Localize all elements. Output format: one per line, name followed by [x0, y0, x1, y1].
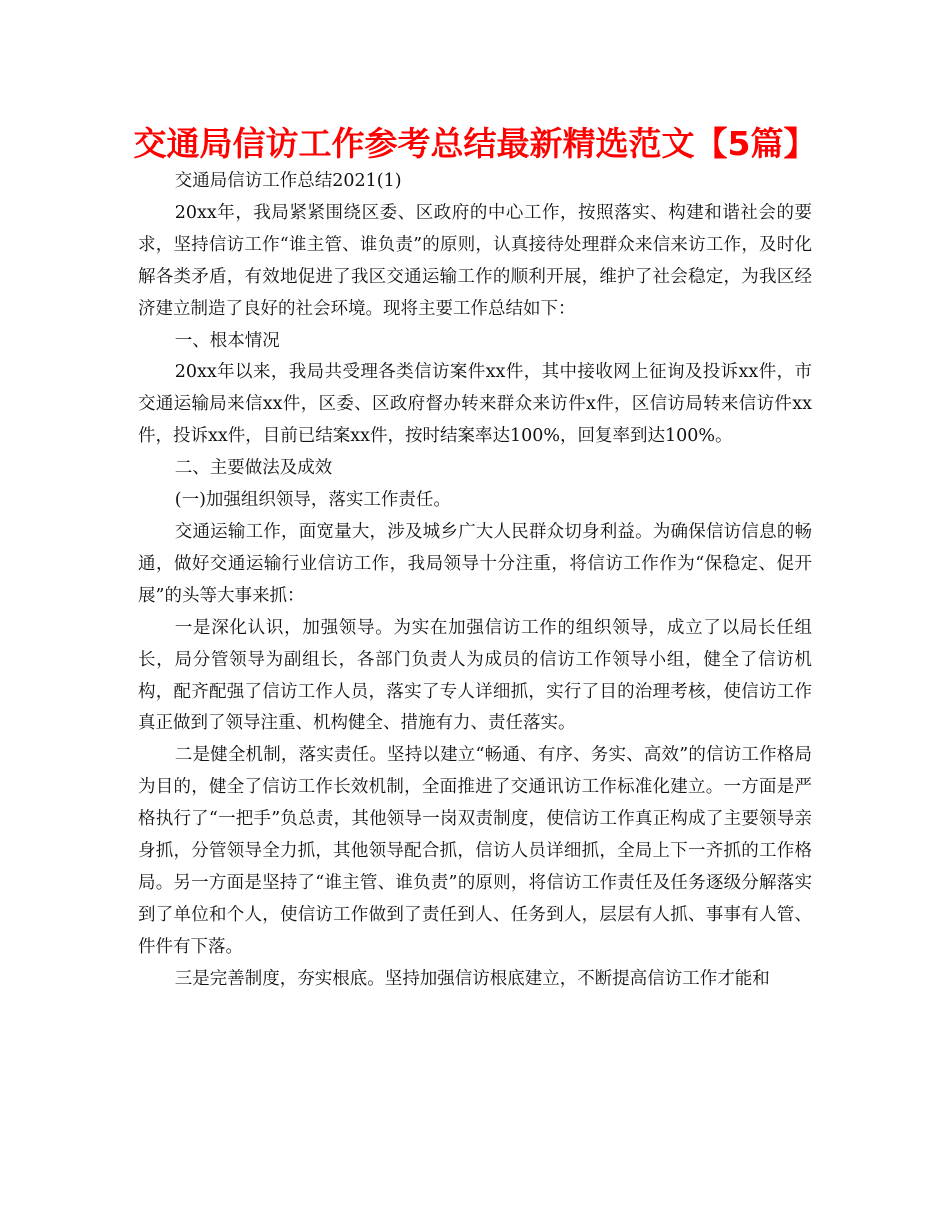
section-heading: 一、根本情况: [174, 330, 280, 351]
paragraph: 二是健全机制，落实责任。坚持以建立“畅通、有序、务实、高效”的信访工作格局为目的，健全了信访工作长效机制，全面推进了交通讯访工作标准化建立。一方面是严格执行了“一把手”负总责，其他领导一岗双责制度，使信访工作真正构成了主要领导亲身抓，分管领导全力抓，其他领导配合抓，信访人员详细抓，全局上下一齐抓的工作格局。另一方面是坚持了“谁主管、谁负责”的原则，将信访工作责任及任务逐级分解落实到了单位和个人，使信访工作做到了责任到人、任务到人，层层有人抓、事事有人管、件件有下落。: [138, 745, 812, 957]
paragraph: 一是深化认识，加强领导。为实在加强信访工作的组织领导，成立了以局长任组长，局分管领导为副组长，各部门负责人为成员的信访工作领导小组，健全了信访机构，配齐配强了信访工作人员，落实了专人详细抓，实行了目的治理考核，使信访工作真正做到了领导注重、机构健全、措施有力、责任落实。: [138, 617, 812, 734]
subsection-heading: (一)加强组织领导，落实工作责任。: [174, 490, 451, 511]
paragraph: 三是完善制度，夯实根底。坚持加强信访根底建立，不断提高信访工作才能和: [174, 968, 770, 989]
document-body: [138, 166, 812, 996]
paragraph: 交通运输工作，面宽量大，涉及城乡广大人民群众切身利益。为确保信访信息的畅通，做好交通运输行业信访工作，我局领导十分注重，将信访工作作为“保稳定、促开展”的头等大事来抓：: [138, 521, 812, 606]
paragraph-subtitle: 交通局信访工作总结2021(1): [174, 171, 402, 191]
paragraph: 20xx年，我局紧紧围绕区委、区政府的中心工作，按照落实、构建和谐社会的要求，坚持信访工作“谁主管、谁负责”的原则，认真接待处理群众来信来访工作，及时化解各类矛盾，有效地促进了我区交通运输工作的顺利开展，维护了社会稳定，为我区经济建立制造了良好的社会环境。现将主要工作总结如下：: [138, 202, 812, 319]
paragraph: 20xx年以来，我局共受理各类信访案件xx件，其中接收网上征询及投诉xx件，市交通运输局来信xx件，区委、区政府督办转来群众来访件x件，区信访局转来信访件xx件，投诉xx件，目前已结案xx件，按时结案率达100%，回复率到达100%。: [138, 362, 812, 447]
section-heading: 二、主要做法及成效: [174, 458, 333, 479]
document-title: 交通局信访工作参考总结最新精选范文【5篇】: [133, 124, 817, 163]
